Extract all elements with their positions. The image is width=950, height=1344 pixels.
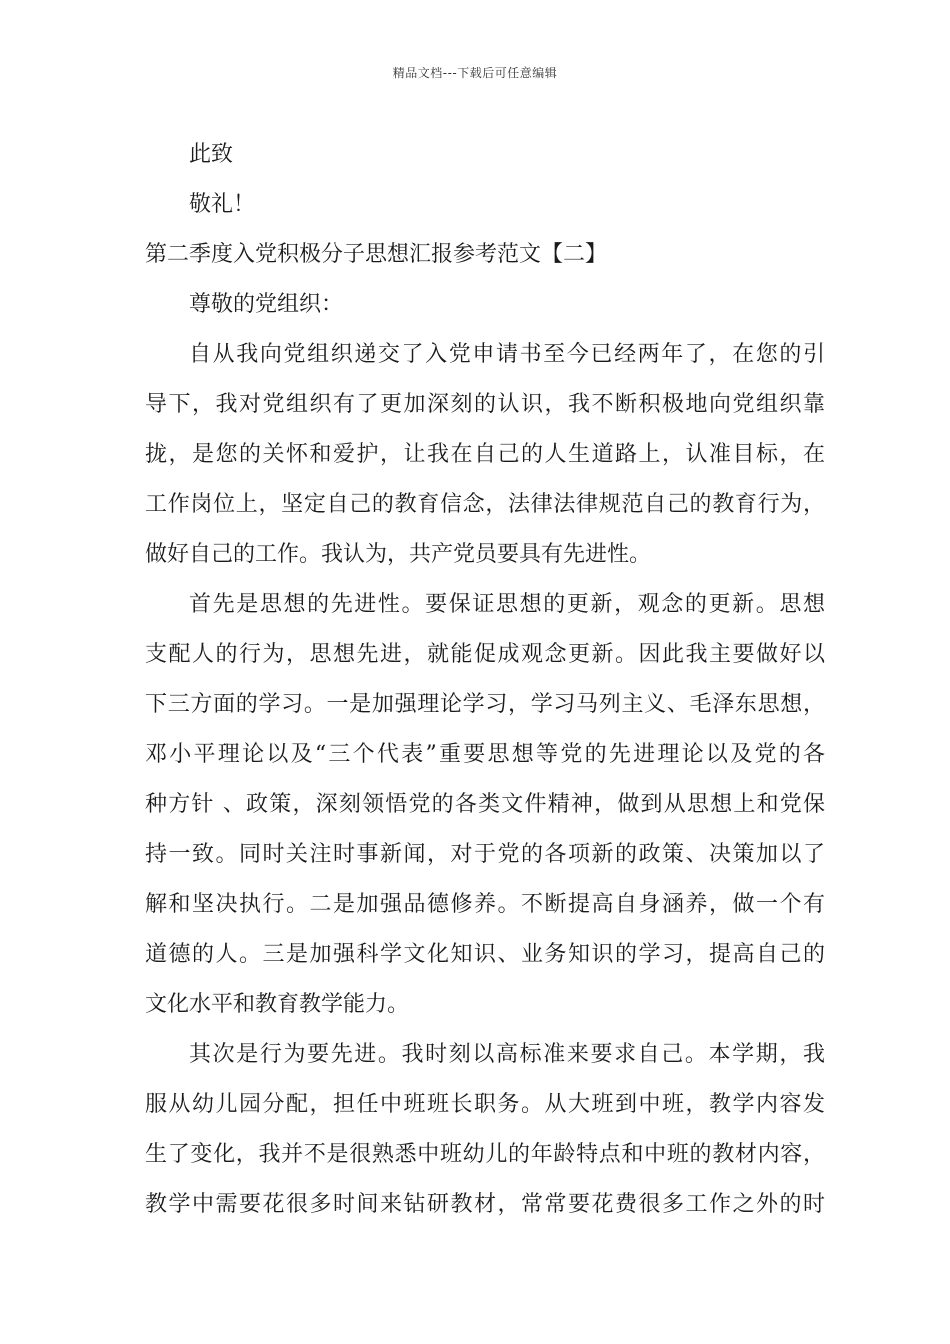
paragraph-2-line: 持一致。同时关注时事新闻，对于党的各项新的政策、决策加以了 bbox=[145, 842, 825, 867]
paragraph-2-line: 邓小平理论以及“三个代表”重要思想等党的先进理论以及党的各 bbox=[145, 742, 825, 767]
paragraph-2-line: 下三方面的学习。一是加强理论学习，学习马列主义、毛泽东思想， bbox=[145, 692, 825, 717]
paragraph-2-line: 种方针 、政策，深刻领悟党的各类文件精神，做到从思想上和党保 bbox=[145, 792, 825, 817]
document-body bbox=[145, 130, 825, 1230]
paragraph-1-line: 工作岗位上，坚定自己的教育信念，法律法律规范自己的教育行为， bbox=[145, 492, 825, 517]
paragraph-2-line: 文化水平和教育教学能力。 bbox=[145, 992, 410, 1017]
paragraph-3-line: 生了变化，我并不是很熟悉中班幼儿的年龄特点和中班的教材内容， bbox=[145, 1142, 825, 1167]
paragraph-2-line: 首先是思想的先进性。要保证思想的更新，观念的更新。思想 bbox=[189, 592, 825, 617]
paragraph-3-line: 服从幼儿园分配，担任中班班长职务。从大班到中班，教学内容发 bbox=[145, 1092, 825, 1117]
paragraph-1-line: 自从我向党组织递交了入党申请书至今已经两年了，在您的引 bbox=[189, 342, 825, 367]
paragraph-1-line: 做好自己的工作。我认为，共产党员要具有先进性。 bbox=[145, 542, 652, 567]
paragraph-3-line: 其次是行为要先进。我时刻以高标准来要求自己。本学期，我 bbox=[189, 1042, 825, 1067]
paragraph-3-line: 教学中需要花很多时间来钻研教材，常常要花费很多工作之外的时 bbox=[145, 1192, 825, 1217]
paragraph-2-line: 支配人的行为，思想先进，就能促成观念更新。因此我主要做好以 bbox=[145, 642, 825, 667]
paragraph-1-line: 导下，我对党组织有了更加深刻的认识，我不断积极地向党组织靠 bbox=[145, 392, 825, 417]
page-header: 精品文档---下载后可任意编辑 bbox=[392, 66, 558, 80]
paragraph-1-line: 拢，是您的关怀和爱护，让我在自己的人生道路上，认准目标，在 bbox=[145, 442, 825, 467]
greeting: 尊敬的党组织： bbox=[189, 292, 344, 317]
paragraph-2-line: 道德的人。三是加强科学文化知识、业务知识的学习，提高自己的 bbox=[145, 942, 825, 967]
section-title: 第二季度入党积极分子思想汇报参考范文【二】 bbox=[145, 242, 608, 267]
closing-regards: 敬礼！ bbox=[189, 192, 256, 217]
paragraph-2-line: 解和坚决执行。二是加强品德修养。不断提高自身涵养，做一个有 bbox=[145, 892, 825, 917]
closing-salutation: 此致 bbox=[189, 142, 234, 167]
